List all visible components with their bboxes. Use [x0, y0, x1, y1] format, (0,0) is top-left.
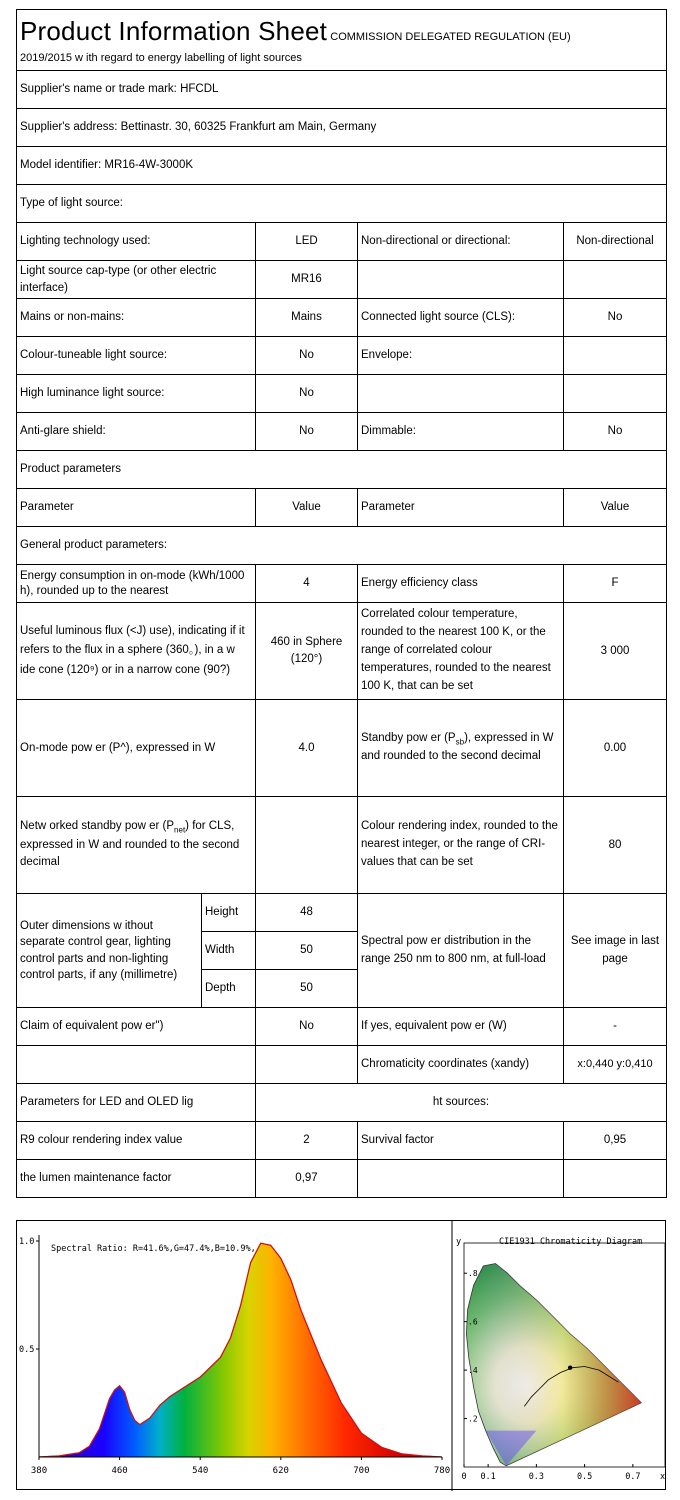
standby-power-text: Standby pow er (P — [361, 731, 456, 744]
led-parameters-heading-cont: ht sources: — [256, 1084, 667, 1122]
depth-label: Depth — [202, 970, 256, 1008]
cie-y-tick-label: .4 — [468, 1366, 478, 1376]
networked-standby-label — [17, 797, 256, 894]
parameter-header: Parameter — [17, 489, 256, 527]
colour-tuneable-value: No — [256, 337, 358, 375]
height-value: 48 — [256, 894, 358, 932]
led-parameters-heading: Parameters for LED and OLED lig — [17, 1084, 256, 1122]
dimmable-label: Dimmable: — [358, 413, 564, 451]
high-luminance-label: High luminance light source: — [17, 375, 256, 413]
model-identifier: Model identifier: MR16-4W-3000K — [17, 147, 667, 185]
supplier-name: Supplier's name or trade mark: HFCDL — [17, 71, 667, 109]
cls-value: No — [564, 299, 667, 337]
empty-cell — [358, 261, 564, 299]
x-tick-label: 540 — [192, 1466, 209, 1476]
cct-label: Correlated colour temperature, rounded to the nearest 100 K, or the range of correlated colour temperatures, rounded to the nearest 100 K, that can be set — [358, 603, 564, 700]
page-title: Product Information Sheet — [20, 16, 328, 47]
value-header: Value — [256, 489, 358, 527]
spectrum-chart — [19, 1235, 450, 1476]
general-parameters-heading: General product parameters: — [17, 527, 667, 565]
on-mode-power-label: On-mode pow er (P^), expressed in W — [17, 700, 256, 797]
cri-label: Colour rendering index, rounded to the nearest integer, or the range of CRI-values that can be set — [358, 797, 564, 894]
networked-standby-text: Netw orked standby pow er (P — [20, 819, 175, 832]
cie-y-tick-label: .2 — [468, 1414, 478, 1424]
y-tick-label: 1.0 — [19, 1237, 35, 1247]
x-tick-label: 700 — [353, 1466, 370, 1476]
cie-y-tick-label: .6 — [468, 1317, 478, 1327]
regulation-title: COMMISSION DELEGATED REGULATION (EU) — [330, 31, 571, 44]
width-value: 50 — [256, 932, 358, 970]
x-tick-label: 380 — [30, 1466, 48, 1476]
chromaticity-value: x:0,440 y:0,410 — [564, 1046, 667, 1084]
lighting-technology-value: LED — [256, 223, 358, 261]
empty-cell — [358, 1160, 564, 1198]
networked-standby-subscript: net — [174, 825, 186, 835]
anti-glare-value: No — [256, 413, 358, 451]
networked-standby-value — [256, 797, 358, 894]
spectral-distribution-label: Spectral pow er distribution in the range 250 nm to 800 nm, at full-load — [358, 894, 564, 1008]
outer-dimensions-label: Outer dimensions w ithout separate control gear, lighting control parts and non-lighting control parts, if any (millimetre) — [17, 894, 202, 1008]
empty-cell — [358, 375, 564, 413]
r9-label: R9 colour rendering index value — [17, 1122, 256, 1160]
lumen-maintenance-value: 0,97 — [256, 1160, 358, 1198]
cct-value: 3 000 — [564, 603, 667, 700]
x-tick-label: 460 — [111, 1466, 128, 1476]
regulation-subtitle: 2019/2015 w ith regard to energy labelling of light sources — [20, 51, 302, 64]
energy-class-value: F — [564, 565, 667, 603]
survival-factor-value: 0,95 — [564, 1122, 667, 1160]
cri-value: 80 — [564, 797, 667, 894]
luminous-flux-label: Useful luminous flux (<J) use), indicating if it refers to the flux in a sphere (360。), in a w ide cone (120⁹) or in a narrow cone (90?) — [17, 603, 256, 700]
spectrum-title: Spectral Ratio: R=41.6%,G=47.4%,B=10.9%, — [51, 1244, 256, 1254]
on-mode-power-value: 4.0 — [256, 700, 358, 797]
cie-title: CIE1931 Chromaticity Diagram — [499, 1237, 643, 1247]
mains-label: Mains or non-mains: — [17, 299, 256, 337]
spectrum-area — [39, 1243, 442, 1457]
luminous-flux-value-line: 460 in Sphere — [270, 636, 343, 649]
cls-label: Connected light source (CLS): — [358, 299, 564, 337]
empty-cell — [564, 1160, 667, 1198]
standby-power-subscript: sb — [455, 737, 465, 747]
high-luminance-value: No — [256, 375, 358, 413]
standby-power-value: 0.00 — [564, 700, 667, 797]
directional-label: Non-directional or directional: — [358, 223, 564, 261]
depth-value: 50 — [256, 970, 358, 1008]
dimmable-value: No — [564, 413, 667, 451]
envelope-label: Envelope: — [358, 337, 564, 375]
parameter-header: Parameter — [358, 489, 564, 527]
luminous-flux-value-line: (120°) — [290, 653, 323, 665]
energy-consumption-label: Energy consumption in on-mode (kWh/1000 h), rounded up to the nearest — [17, 565, 256, 603]
empty-cell — [564, 375, 667, 413]
charts-svg — [17, 1221, 667, 1491]
lighting-technology-label: Lighting technology used: — [17, 223, 256, 261]
x-tick-label: 780 — [433, 1466, 451, 1476]
sheet-header — [17, 10, 667, 71]
cie-y-tick-label: .8 — [468, 1269, 478, 1279]
cie-x-axis-label: x — [660, 1472, 666, 1482]
r9-value: 2 — [256, 1122, 358, 1160]
chart-panel — [16, 1220, 666, 1490]
cie-chart — [456, 1237, 665, 1482]
cie-x-tick-label: 0 — [461, 1472, 467, 1482]
equivalent-power-claim-label: Claim of equivalent pow er") — [17, 1008, 256, 1046]
cap-type-label: Light source cap-type (or other electric interface) — [17, 261, 256, 299]
anti-glare-label: Anti-glare shield: — [17, 413, 256, 451]
height-label: Height — [202, 894, 256, 932]
spectral-distribution-value: See image in last page — [564, 894, 667, 1008]
cie-x-tick-label: 0.7 — [625, 1472, 641, 1482]
energy-class-label: Energy efficiency class — [358, 565, 564, 603]
equivalent-power-claim-value: No — [256, 1008, 358, 1046]
cie-x-tick-label: 0.1 — [480, 1472, 496, 1482]
networked-standby-text: ) for CLS, expressed in W and rounded to the second decimal — [20, 819, 240, 869]
value-header: Value — [564, 489, 667, 527]
cie-x-tick-label: 0.5 — [576, 1472, 593, 1482]
supplier-address: Supplier's address: Bettinastr. 30, 60325 Frankfurt am Main, Germany — [17, 109, 667, 147]
type-of-light-source: Type of light source: — [17, 185, 667, 223]
envelope-value — [564, 337, 667, 375]
energy-consumption-value: 4 — [256, 565, 358, 603]
x-tick-label: 620 — [272, 1466, 289, 1476]
standby-power-text: ), expressed in W and rounded to the second decimal — [361, 731, 554, 763]
standby-power-label — [358, 700, 564, 797]
empty-cell — [256, 1046, 358, 1084]
width-label: Width — [202, 932, 256, 970]
empty-cell — [564, 261, 667, 299]
equivalent-power-label: If yes, equivalent pow er (W) — [358, 1008, 564, 1046]
survival-factor-label: Survival factor — [358, 1122, 564, 1160]
equivalent-power-value: - — [564, 1008, 667, 1046]
cie-x-tick-label: 0.3 — [528, 1472, 545, 1482]
y-tick-label: 0.5 — [19, 1345, 35, 1355]
cie-y-axis-label: y — [456, 1237, 462, 1247]
product-information-sheet — [16, 9, 667, 1198]
colour-tuneable-label: Colour-tuneable light source: — [17, 337, 256, 375]
cap-type-value: MR16 — [256, 261, 358, 299]
lumen-maintenance-label: the lumen maintenance factor — [17, 1160, 256, 1198]
luminous-flux-value — [256, 603, 358, 700]
product-parameters-heading: Product parameters — [17, 451, 667, 489]
mains-value: Mains — [256, 299, 358, 337]
chromaticity-label: Chromaticity coordinates (xandy) — [358, 1046, 564, 1084]
directional-value: Non-directional — [564, 223, 667, 261]
chromaticity-point — [568, 1365, 572, 1369]
empty-cell — [17, 1046, 256, 1084]
